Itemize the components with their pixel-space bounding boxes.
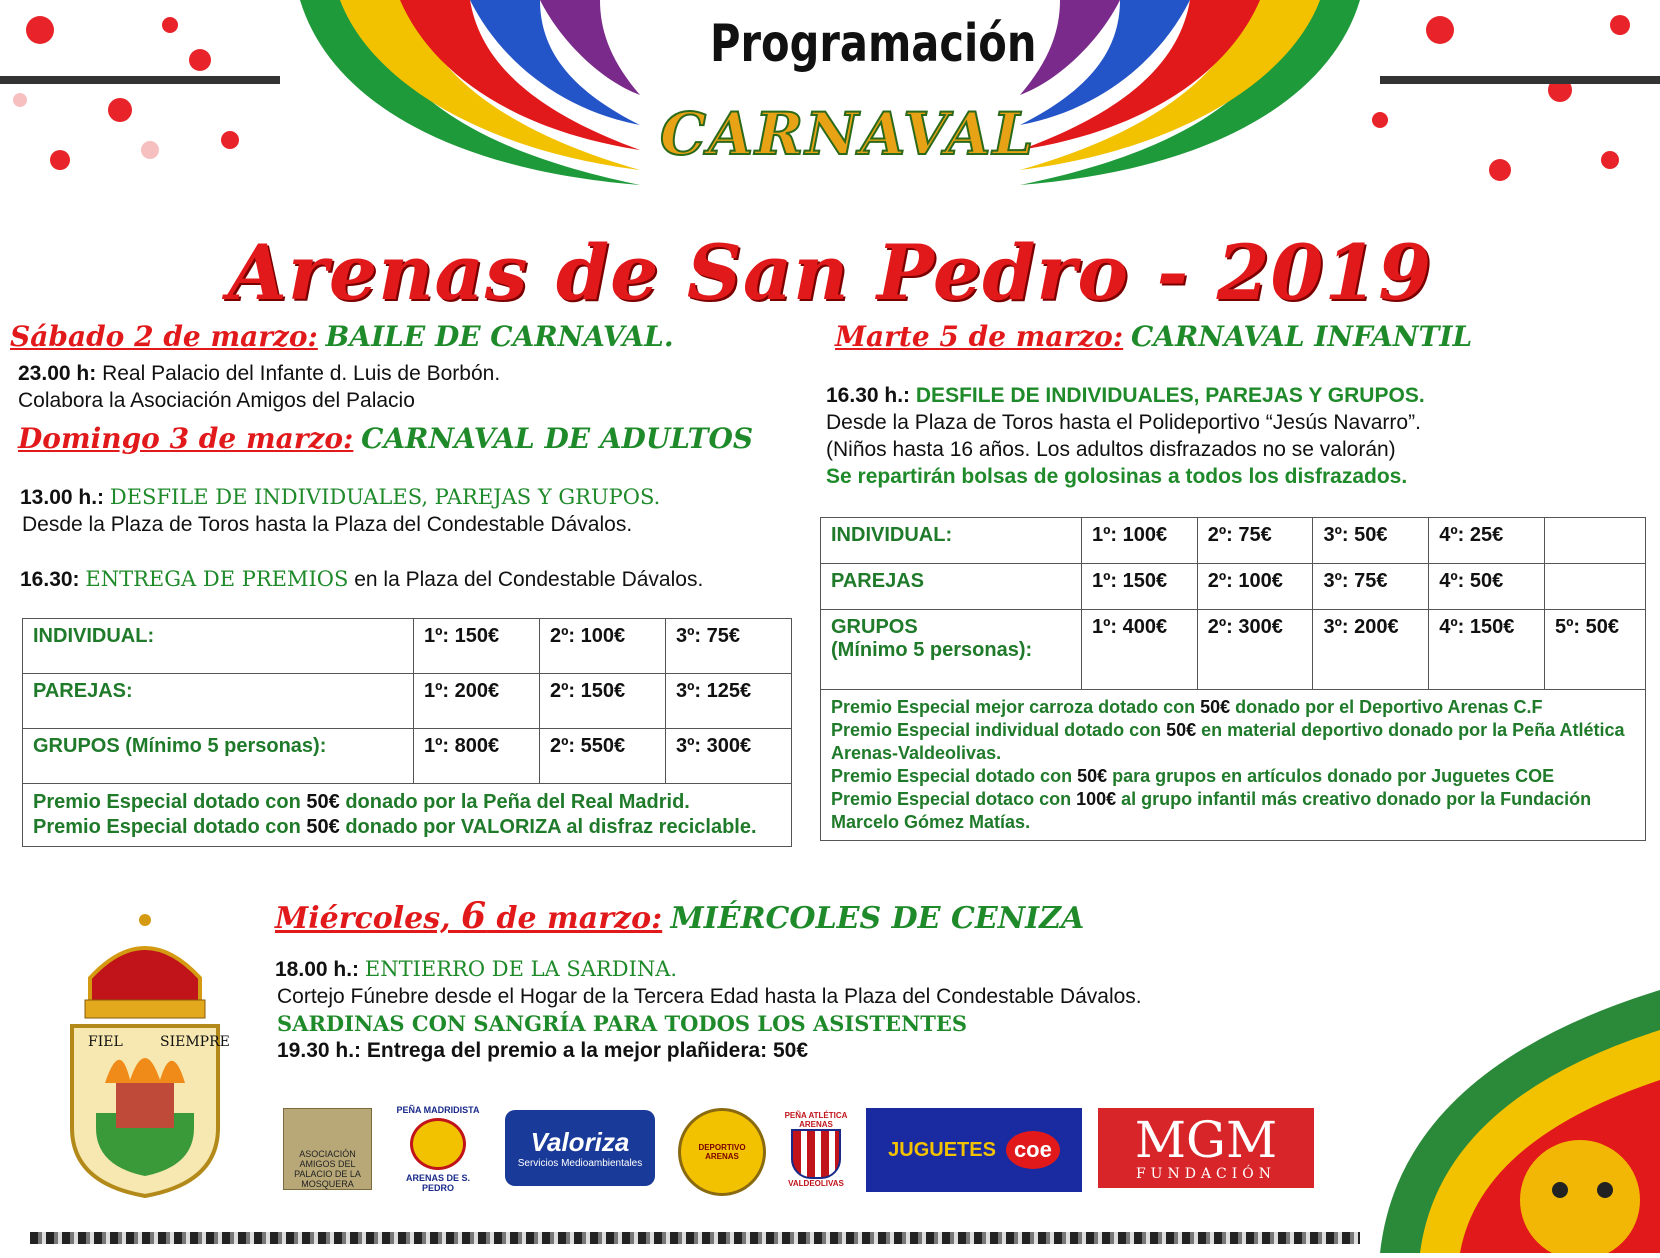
sponsor-logo-deportivo-arenas <box>678 1108 766 1196</box>
table-row <box>23 619 792 674</box>
wednesday-event1-time: 18.00 h.: <box>275 958 360 981</box>
prize-cell: 1º: 200€ <box>414 674 540 729</box>
wednesday-line2: Cortejo Fúnebre desde el Hogar de la Tercera Edad hasta la Plaza del Condestable Dávalos. <box>277 985 1142 1008</box>
note-text: Premio Especial individual dotado con <box>831 720 1167 740</box>
note-amount: 50€ <box>1200 697 1231 717</box>
prize-cell: 5º: 50€ <box>1545 610 1646 690</box>
table-row <box>821 610 1646 690</box>
coat-of-arms-logo <box>60 908 230 1198</box>
sunday-event1-desc: Desde la Plaza de Toros hasta la Plaza del Condestable Dávalos. <box>22 513 633 536</box>
sunday-event1-title: DESFILE DE INDIVIDUALES, PAREJAS Y GRUPOS. <box>109 485 661 509</box>
sponsor-label: FUNDACIÓN <box>1135 1166 1277 1182</box>
note-amount: 50€ <box>1166 720 1197 740</box>
tuesday-header <box>835 320 1472 354</box>
crest-illustration <box>60 908 230 1198</box>
sponsor-label: ASOCIACIÓN AMIGOS DEL PALACIO DE LA MOSQUERA <box>294 1149 361 1189</box>
prize-cell: 1º: 400€ <box>1082 610 1198 690</box>
sponsor-label: coe <box>1006 1131 1060 1169</box>
tuesday-event <box>826 382 1425 409</box>
wednesday-date <box>275 895 663 937</box>
prize-category <box>821 610 1082 690</box>
prize-cell <box>1545 518 1646 564</box>
table-row <box>821 564 1646 610</box>
sponsor-label: Servicios Medioambientales <box>517 1158 643 1169</box>
main-title: Arenas de San Pedro - 2019 <box>227 228 1433 317</box>
prize-cell: 1º: 150€ <box>1082 564 1198 610</box>
note-amount: 50€ <box>306 791 340 813</box>
jaguar-mask-decoration <box>1380 990 1660 1253</box>
prize-cell: 3º: 125€ <box>666 674 792 729</box>
sunday-header <box>18 422 753 456</box>
note-text: donado por el Deportivo Arenas C.F <box>1230 697 1543 717</box>
tuesday-title: CARNAVAL INFANTIL <box>1130 320 1473 353</box>
note-amount: 50€ <box>1077 766 1108 786</box>
note-text: Premio Especial dotaco con <box>831 789 1077 809</box>
tuesday-line3: (Niños hasta 16 años. Los adultos disfrazados no se valorán) <box>826 438 1396 461</box>
sunday-prize-table <box>22 618 792 847</box>
category-label: GRUPOS <box>831 616 918 638</box>
wednesday-line3: SARDINAS CON SANGRÍA PARA TODOS LOS ASISTENTES <box>277 1011 968 1036</box>
sponsor-logo-fundacion-mgm <box>1098 1108 1314 1188</box>
saturday-venue: Real Palacio del Infante d. Luis de Borbón. <box>102 362 501 385</box>
sponsor-logo-juguetes-coe <box>866 1108 1082 1192</box>
sponsor-label: JUGUETES <box>888 1138 996 1161</box>
saturday-header <box>10 320 674 354</box>
note-amount: 100€ <box>1076 789 1117 809</box>
tuesday-event-time: 16.30 h.: <box>826 384 911 407</box>
prize-cell: 2º: 75€ <box>1197 518 1313 564</box>
tuesday-date: Marte 5 de marzo: <box>835 320 1124 353</box>
note-text: Premio Especial dotado con <box>831 766 1078 786</box>
prize-cell: 2º: 550€ <box>540 729 666 784</box>
wednesday-line4: 19.30 h.: Entrega del premio a la mejor plañidera: 50€ <box>277 1039 809 1062</box>
date-day: 6 <box>461 895 487 937</box>
prize-cell: 1º: 150€ <box>414 619 540 674</box>
date-text: de marzo: <box>486 901 663 936</box>
prize-cell: 3º: 75€ <box>666 619 792 674</box>
wednesday-title: MIÉRCOLES DE CENIZA <box>670 901 1085 936</box>
table-row <box>821 518 1646 564</box>
category-sublabel: (Mínimo 5 personas): <box>831 639 1033 661</box>
table-row <box>23 729 792 784</box>
sponsor-label: PEÑA ATLÉTICA ARENAS <box>784 1110 848 1129</box>
wednesday-event1-title: ENTIERRO DE LA SARDINA. <box>364 957 678 981</box>
note-text: Premio Especial dotado con <box>33 791 307 813</box>
prize-cell: 2º: 100€ <box>540 619 666 674</box>
sponsor-label: MGM <box>1134 1111 1278 1169</box>
wednesday-event1 <box>275 956 677 983</box>
sponsor-label: ARENAS DE S. PEDRO <box>405 1173 470 1193</box>
table-row <box>23 784 792 847</box>
sunday-date: Domingo 3 de marzo: <box>18 422 354 455</box>
wednesday-header <box>275 895 1085 937</box>
prize-cell: 2º: 300€ <box>1197 610 1313 690</box>
note-text: donado por la Peña del Real Madrid. <box>339 791 690 813</box>
date-text: Miércoles, <box>275 901 462 936</box>
note-text: para grupos en artículos donado por Juguetes COE <box>1107 766 1555 786</box>
sponsor-label: PEÑA MADRIDISTA <box>396 1105 480 1115</box>
sponsor-label: DEPORTIVO ARENAS <box>698 1143 746 1161</box>
sunday-event1-time: 13.00 h.: <box>20 486 105 509</box>
sponsor-label: Valoriza <box>530 1127 630 1157</box>
prize-cell: 4º: 150€ <box>1429 610 1545 690</box>
programacion-heading: Programación <box>710 14 1037 74</box>
shield-icon <box>410 1118 466 1170</box>
saturday-line1 <box>18 360 500 387</box>
note-text: Premio Especial mejor carroza dotado con <box>831 697 1201 717</box>
prize-category: INDIVIDUAL: <box>821 518 1082 564</box>
sponsor-logo-mosquera <box>283 1108 372 1190</box>
tuesday-event-title: DESFILE DE INDIVIDUALES, PAREJAS Y GRUPOS. <box>915 384 1425 407</box>
tuesday-line2: Desde la Plaza de Toros hasta el Polideportivo “Jesús Navarro”. <box>826 411 1421 434</box>
prize-cell: 2º: 150€ <box>540 674 666 729</box>
prize-cell <box>1545 564 1646 610</box>
prize-category: PAREJAS: <box>23 674 414 729</box>
tuesday-prize-table <box>820 517 1646 841</box>
shield-icon <box>791 1129 841 1179</box>
crest-motto-siempre: SIEMPRE <box>160 1034 230 1050</box>
prize-cell: 3º: 50€ <box>1313 518 1429 564</box>
jaguar-illustration <box>1380 990 1660 1253</box>
prize-cell: 3º: 300€ <box>666 729 792 784</box>
table-row <box>23 674 792 729</box>
saturday-title: BAILE DE CARNAVAL. <box>325 320 674 353</box>
note-text: Premio Especial dotado con <box>33 816 307 838</box>
prize-cell: 4º: 25€ <box>1429 518 1545 564</box>
bottom-border <box>30 1232 1360 1244</box>
note-text: donado por VALORIZA al disfraz reciclable. <box>339 816 757 838</box>
note-text: en material deportivo donado por la Peña Atlética Arenas-Valdeolivas. <box>831 720 1625 763</box>
sunday-event2 <box>20 566 703 593</box>
prize-category: PAREJAS <box>821 564 1082 610</box>
tuesday-line4: Se repartirán bolsas de golosinas a todos los disfrazados. <box>826 465 1408 488</box>
sponsor-logo-pena-atletica <box>780 1106 852 1192</box>
note-text: al grupo infantil más creativo donado por la Fundación Marcelo Gómez Matías. <box>831 789 1592 832</box>
saturday-date: Sábado 2 de marzo: <box>10 320 318 353</box>
prize-cell: 3º: 75€ <box>1313 564 1429 610</box>
saturday-time: 23.00 h: <box>18 362 97 385</box>
sunday-event2-title: ENTREGA DE PREMIOS <box>85 567 349 591</box>
carnaval-heading: CARNAVAL <box>660 100 1036 168</box>
prize-cell: 3º: 200€ <box>1313 610 1429 690</box>
saturday-line2: Colabora la Asociación Amigos del Palacio <box>18 389 415 412</box>
sunday-special-prizes <box>23 784 792 847</box>
sunday-event1 <box>20 484 660 511</box>
prize-category: GRUPOS (Mínimo 5 personas): <box>23 729 414 784</box>
prize-cell: 2º: 100€ <box>1197 564 1313 610</box>
prize-cell: 1º: 800€ <box>414 729 540 784</box>
prize-cell: 1º: 100€ <box>1082 518 1198 564</box>
prize-category: INDIVIDUAL: <box>23 619 414 674</box>
prize-cell: 4º: 50€ <box>1429 564 1545 610</box>
sponsor-label: VALDEOLIVAS <box>788 1178 844 1188</box>
sponsor-logo-pena-madridista <box>392 1105 484 1193</box>
sunday-title: CARNAVAL DE ADULTOS <box>361 422 754 455</box>
table-row <box>821 690 1646 841</box>
sunday-event2-desc: en la Plaza del Condestable Dávalos. <box>354 568 704 591</box>
sponsor-logo-valoriza <box>505 1110 655 1186</box>
sunday-event2-time: 16.30: <box>20 568 80 591</box>
crest-motto-fiel: FIEL <box>88 1034 123 1050</box>
tuesday-special-prizes <box>821 690 1646 841</box>
note-amount: 50€ <box>306 816 340 838</box>
